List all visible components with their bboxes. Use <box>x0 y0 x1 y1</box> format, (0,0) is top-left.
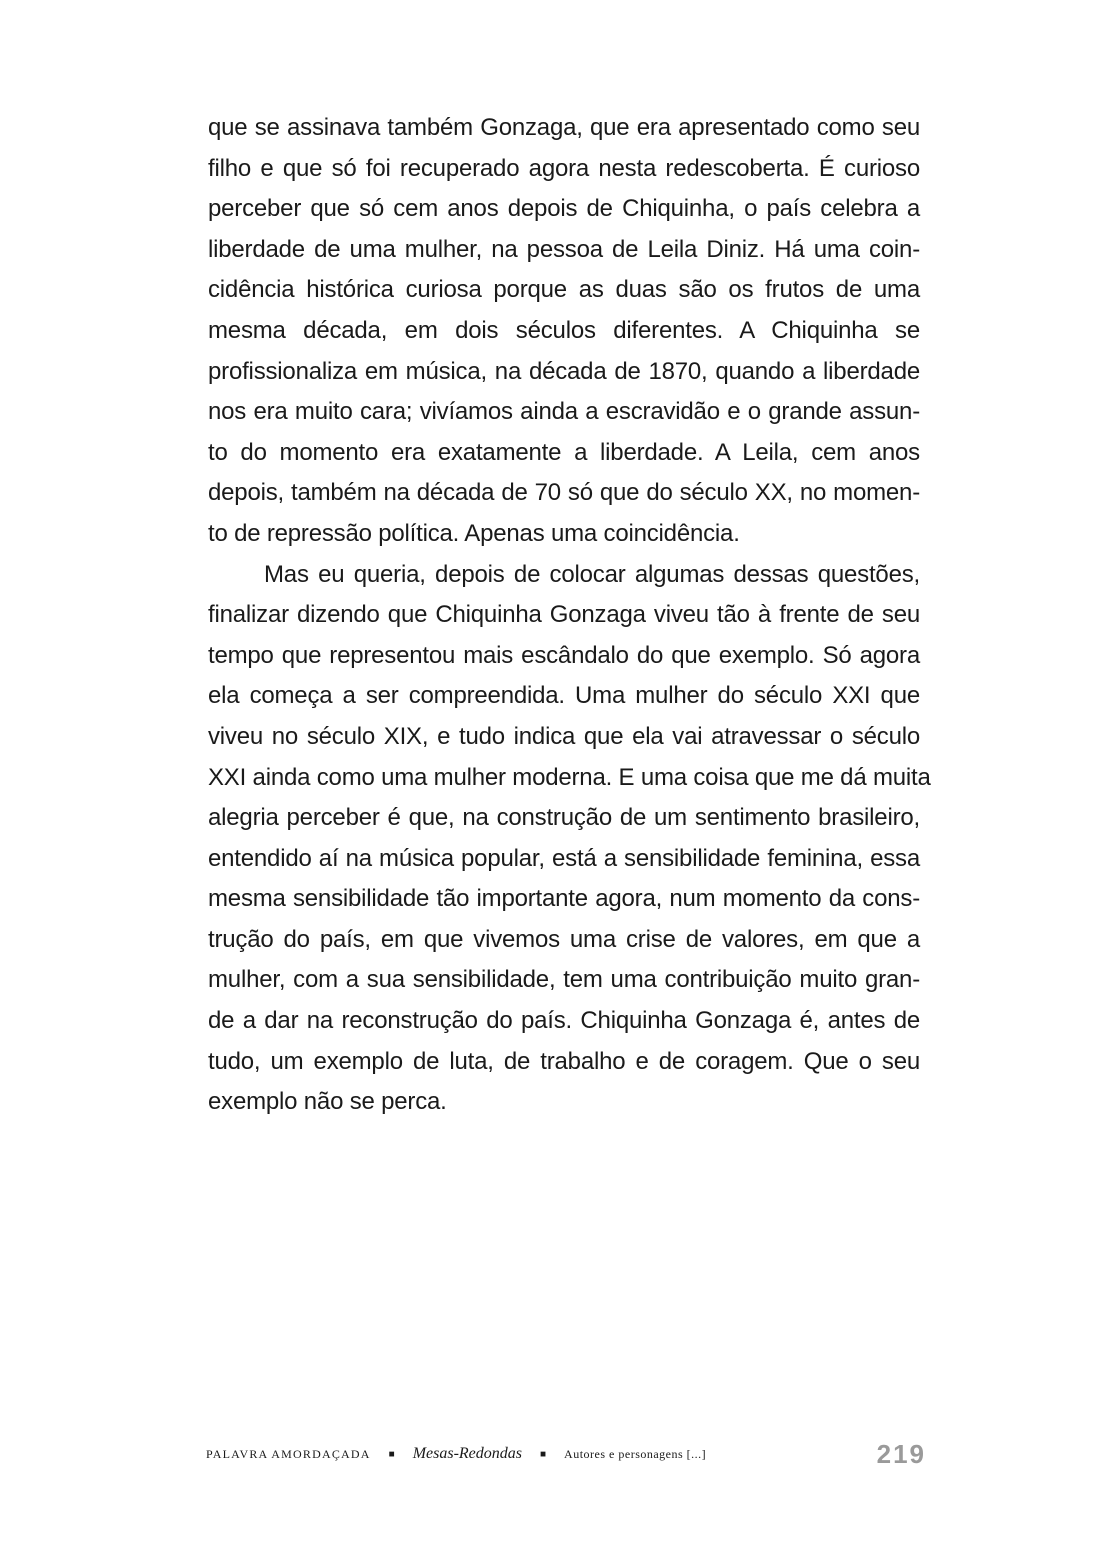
body-line: ela começa a ser compreendida. Uma mulher do século XXI que <box>208 682 920 710</box>
book-title: PALAVRA AMORDAÇADA <box>206 1446 371 1461</box>
body-line: depois, também na década de 70 só que do século XX, no momen- <box>208 479 920 507</box>
body-line: de a dar na reconstrução do país. Chiquinha Gonzaga é, antes de <box>208 1007 920 1035</box>
section-title: Mesas-Redondas <box>412 1445 522 1462</box>
body-line: finalizar dizendo que Chiquinha Gonzaga viveu tão à frente de seu <box>208 601 920 629</box>
separator-bullet: ■ <box>540 1448 547 1460</box>
chapter-title: Autores e personagens [...] <box>564 1446 707 1461</box>
paragraph-start-line: Mas eu queria, depois de colocar algumas dessas questões, <box>264 560 920 588</box>
body-line: entendido aí na música popular, está a sensibilidade feminina, essa <box>208 844 920 872</box>
body-line: perceber que só cem anos depois de Chiquinha, o país celebra a <box>208 195 920 223</box>
body-line: tudo, um exemplo de luta, de trabalho e de coragem. Que o seu <box>208 1047 920 1075</box>
body-line: mulher, com a sua sensibilidade, tem uma contribuição muito gran- <box>208 966 920 994</box>
body-line: filho e que só foi recuperado agora nesta redescoberta. É curioso <box>208 154 920 182</box>
body-line: alegria perceber é que, na construção de um sentimento brasileiro, <box>208 804 920 832</box>
body-line: liberdade de uma mulher, na pessoa de Leila Diniz. Há uma coin- <box>208 235 920 263</box>
body-line: tempo que representou mais escândalo do que exemplo. Só agora <box>208 641 920 669</box>
body-line: profissionaliza em música, na década de 1870, quando a liberdade <box>208 357 920 385</box>
body-text <box>208 108 931 1123</box>
body-line: exemplo não se perca. <box>208 1088 447 1116</box>
page-number: 219 <box>876 1438 926 1469</box>
running-footer <box>206 1436 926 1472</box>
body-line: nos era muito cara; vivíamos ainda a escravidão e o grande assun- <box>208 398 920 426</box>
body-line: to de repressão política. Apenas uma coincidência. <box>208 519 740 547</box>
body-line: que se assinava também Gonzaga, que era apresentado como seu <box>208 114 920 141</box>
body-line: mesma década, em dois séculos diferentes. A Chiquinha se <box>208 316 920 344</box>
body-line: cidência histórica curiosa porque as duas são os frutos de uma <box>208 276 920 304</box>
separator-bullet: ■ <box>388 1448 395 1460</box>
body-line: viveu no século XIX, e tudo indica que ela vai atravessar o século <box>208 722 920 750</box>
body-line: to do momento era exatamente a liberdade. A Leila, cem anos <box>208 438 920 466</box>
body-line: XXI ainda como uma mulher moderna. E uma coisa que me dá muita <box>208 763 931 791</box>
body-line: mesma sensibilidade tão importante agora, num momento da cons- <box>208 885 920 913</box>
body-line: trução do país, em que vivemos uma crise de valores, em que a <box>208 925 920 953</box>
